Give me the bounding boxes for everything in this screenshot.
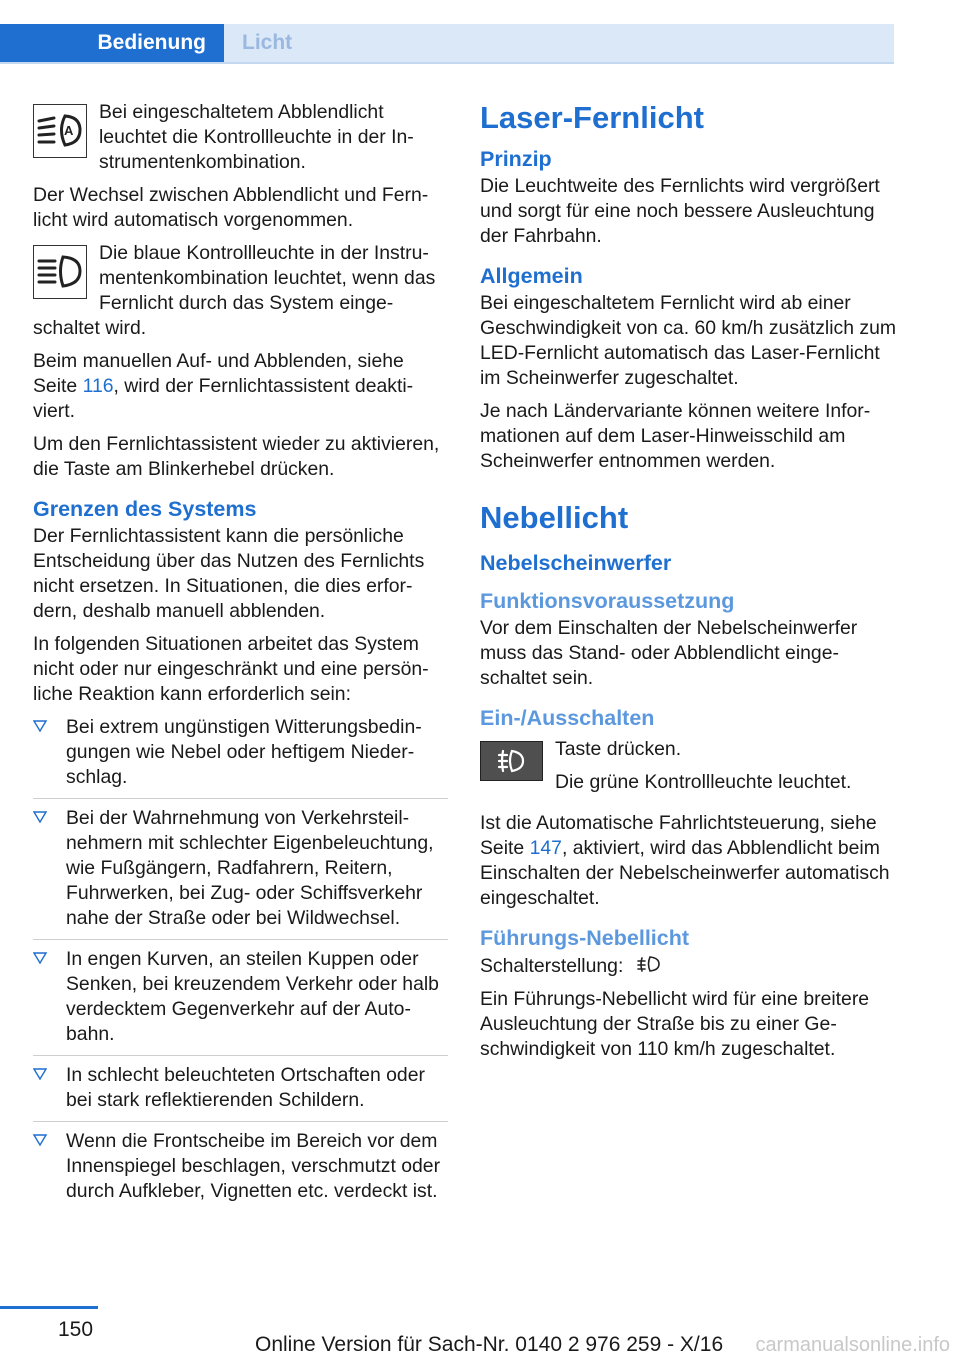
green-indicator-text: Die grüne Kontrollleuchte leuchtet.	[555, 771, 852, 793]
principle-paragraph: Die Leuchtweite des Fernlichts wird vergrößert und sorgt für eine noch bessere Ausleuchtung der Fahrbahn.	[480, 175, 880, 247]
triangle-bullet-icon	[33, 810, 47, 824]
situations-paragraph: In folgenden Situationen arbeitet das System nicht oder nur eingeschränkt und eine persönliche Reaktion kann erforderlich sein:	[33, 633, 429, 705]
auto-text-b: , aktiviert, wird das Abblendlicht beim Einschalten der Nebelscheinwerfer automatisch eingeschaltet.	[480, 837, 890, 909]
page-link-147[interactable]: 147	[529, 837, 562, 859]
heading-allgemein: Allgemein	[480, 264, 583, 288]
reactivate-paragraph: Um den Fernlichtassistent wieder zu aktivieren, die Taste am Blinkerhebel drücken.	[33, 433, 440, 480]
press-button-text: Taste drücken.	[555, 738, 682, 760]
page-link-116[interactable]: 116	[82, 375, 114, 397]
precondition-paragraph: Vor dem Einschalten der Nebelscheinwerfer muss das Stand- oder Abblendlicht eingeschaltet sein.	[480, 617, 858, 689]
list-item-text: Bei extrem ungünstigen Witterungsbedingungen wie Nebel oder heftigem Niederschlag.	[66, 716, 422, 788]
auto-text-a: Ist die Automatische Fahrlichtsteuerung, siehe Seite	[480, 812, 877, 859]
guide-fog-light-icon	[635, 953, 665, 975]
heading-ein-ausschalten: Ein-/Ausschalten	[480, 706, 655, 730]
list-item	[33, 715, 448, 799]
list-item-text: Wenn die Frontscheibe im Bereich vor dem Innenspiegel beschlagen, verschmutzt oder durch Aufkleber, Vignetten etc. verdeckt ist.	[66, 1130, 441, 1202]
right-column	[480, 100, 898, 1070]
high-beam-icon	[33, 245, 87, 299]
tab-bedienung[interactable]: Bedienung	[0, 24, 224, 62]
heading-prinzip: Prinzip	[480, 147, 552, 171]
heading-fuehrungs-nebellicht: Führungs-Nebellicht	[480, 926, 690, 950]
indicator-description-2: Die blaue Kontrollleuchte in der Instrumentenkombination leuchtet, wenn das Fernlicht durch das System eingeschaltet wird.	[33, 242, 436, 339]
manual-paragraph	[33, 349, 448, 424]
page-number: 150	[58, 1318, 94, 1341]
list-item-text: In engen Kurven, an steilen Kuppen oder Senken, bei kreuzendem Verkehr oder halb verdecktem Gegenverkehr auf der Autobahn.	[66, 948, 439, 1045]
triangle-bullet-icon	[33, 719, 47, 733]
chapter-header	[0, 0, 960, 64]
guide-fog-paragraph: Ein Führungs-Nebellicht wird für eine breitere Ausleuchtung der Straße bis zu einer Geschwindigkeit von 110 km/h zugeschaltet.	[480, 988, 870, 1060]
switch-position-row	[480, 953, 898, 979]
list-item-text: In schlecht beleuchteten Ortschaften oder bei stark reflektierenden Schildern.	[66, 1064, 425, 1111]
list-item	[33, 1129, 448, 1212]
footer-rule	[0, 1306, 98, 1309]
heading-laser-fernlicht: Laser-Fernlicht	[480, 100, 704, 135]
triangle-bullet-icon	[33, 951, 47, 965]
header-divider	[0, 62, 894, 64]
high-beam-indicator-block	[33, 241, 448, 341]
fog-light-button[interactable]	[480, 741, 543, 781]
auto-light-paragraph	[480, 811, 898, 911]
country-paragraph: Je nach Ländervariante können weitere Informationen auf dem Laser-Hinweisschild am Scheinwerfer entnommen werden.	[480, 400, 871, 472]
fog-button-block	[480, 737, 898, 803]
manual-text-a: Beim manuellen Auf- und Abblenden, siehe Seite	[33, 350, 404, 397]
situations-list	[33, 715, 448, 1212]
heading-funktionsvoraussetzung: Funktionsvoraussetzung	[480, 589, 735, 613]
watermark: carmanualsonline.info	[755, 1334, 950, 1356]
fog-light-icon	[481, 742, 542, 780]
general-paragraph: Bei eingeschaltetem Fernlicht wird ab einer Geschwindigkeit von ca. 60 km/h zusätzlich zum LED-Fernlicht automatisch das Laser-Fernlicht im Scheinwerfer zugeschaltet.	[480, 292, 896, 389]
switch-position-label: Schalterstellung:	[480, 955, 624, 977]
triangle-bullet-icon	[33, 1067, 47, 1081]
indicator-description-1: Bei eingeschaltetem Abblendlicht leuchtet die Kontrollleuchte in der Instrumentenkombination.	[99, 101, 414, 173]
manual-text-b: , wird der Fernlichtassistent deaktiviert.	[33, 375, 414, 422]
list-item	[33, 947, 448, 1056]
online-version: Online Version für Sach-Nr. 0140 2 976 259 - X/16	[255, 1333, 724, 1356]
list-item	[33, 806, 448, 940]
heading-nebelscheinwerfer: Nebelscheinwerfer	[480, 551, 672, 575]
high-beam-assist-icon	[33, 104, 87, 158]
left-column	[33, 100, 448, 1220]
limits-paragraph: Der Fernlichtassistent kann die persönliche Entscheidung über das Nutzen des Fernlichts nicht ersetzen. In Situationen, die dies erfordern, deshalb manuell abblenden.	[33, 525, 425, 622]
list-item-text: Bei der Wahrnehmung von Verkehrsteilnehmern mit schlechter Eigenbeleuchtung, wie Fußgängern, Radfahrern, Reitern, Fuhrwerken, bei Zug- oder Schiffsverkehr nahe der Straße oder bei Wildwechsel.	[66, 807, 434, 929]
heading-grenzen: Grenzen des Systems	[33, 497, 257, 521]
switching-paragraph: Der Wechsel zwischen Abblendlicht und Fernlicht wird automatisch vorgenommen.	[33, 184, 429, 231]
tab-licht[interactable]: Licht	[224, 24, 894, 62]
triangle-bullet-icon	[33, 1133, 47, 1147]
auto-dim-indicator-block	[33, 100, 448, 183]
svg-text:A: A	[64, 123, 74, 138]
heading-nebellicht: Nebellicht	[480, 500, 629, 535]
list-item	[33, 1063, 448, 1122]
